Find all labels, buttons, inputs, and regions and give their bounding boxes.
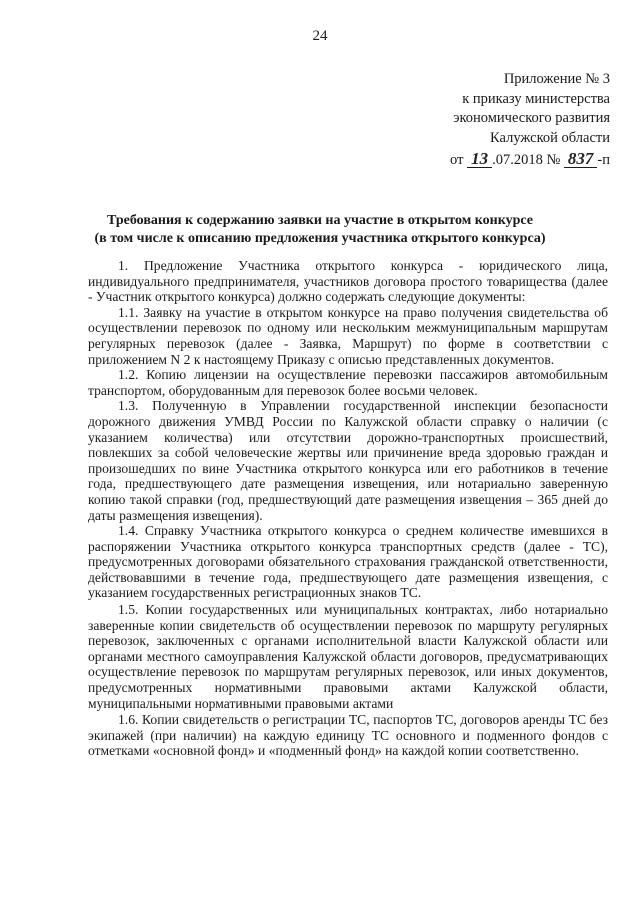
appendix-line: экономического развития — [453, 110, 610, 126]
paragraph: 1. Предложение Участника открытого конкурса - юридического лица, индивидуального предпринимателя, участников договора простого товарищества (далее - Участник открытого конкурса) должно содержать следующие документы: — [88, 258, 608, 305]
appendix-line: к приказу министерства — [462, 90, 610, 107]
order-date-rest: .07.2018 № — [492, 152, 561, 168]
paragraph: 1.6. Копии свидетельств о регистрации ТС, паспортов ТС, договоров аренды ТС без экипажей (при наличии) на каждую единицу ТС основного и подменного фондов с отметками «основной фонд» и «подменный фонд» на каждой копии соответственно. — [88, 712, 608, 759]
paragraph: 1.1. Заявку на участие в открытом конкурсе на право получения свидетельства об осуществлении перевозок по одному или нескольким межмуниципальным маршрутам регулярных перевозок (далее - Заявка, Маршрут) по форме в соответствии с приложением N 2 к настоящему Приказу с описью представленных документов. — [88, 304, 608, 367]
paragraph: 1.5. Копии государственных или муниципальных контрактах, либо нотариально заверенные копии свидетельств об осуществлении перевозок по маршруту регулярных перевозок, заключенных с органами исполнительной власти Калужской области или органами местного самоуправления Калужской области договоров, предусматривающих осуществление перевозок по маршрутам регулярных перевозок, или иных документов, предусмотренных нормативными правовыми актами Калужской области, муниципальными нормативными правовыми актами — [88, 602, 608, 711]
paragraph: 1.3. Полученную в Управлении государственной инспекции безопасности дорожного движения УМВД России по Калужской области справку о наличии (с указанием количества) или отсутствии дорожно-транспортных происшествий, повлекших за собой человеческие жертвы или причинение вреда здоровью граждан и произошедших по вине Участника открытого конкурса или его работников в течение года, предшествующего дате размещения извещения, или нотариально заверенную копию такой справки (год, предшествующий дате размещения извещения – 365 дней до даты размещения извещения). — [88, 398, 608, 523]
order-suffix: -п — [597, 152, 610, 168]
title-line: Требования к содержанию заявки на участие в открытом конкурсе — [107, 213, 533, 228]
paragraph: 1.4. Справку Участника открытого конкурса о среднем количестве имевшихся в распоряжении Участника открытого конкурса транспортных средств (далее - ТС), предусмотренных договорами обязательного страхования гражданской ответственности, действовавшими в течение года, предшествующего дате размещения извещения, с указанием государственных регистрационных знаков ТС. — [88, 523, 608, 601]
title-line: (в том числе к описанию предложения участника открытого конкурса) — [94, 231, 546, 246]
document-title — [0, 212, 640, 248]
order-number-handwritten: 837 — [564, 151, 598, 168]
page-number: 24 — [312, 28, 328, 44]
paragraph: 1.2. Копию лицензии на осуществление перевозки пассажиров автомобильным транспортом, оборудованным для перевозок более восьми человек. — [88, 367, 608, 398]
document-body — [88, 258, 608, 759]
order-date-line — [450, 150, 610, 170]
order-day-handwritten: 13 — [467, 151, 492, 168]
appendix-header — [453, 70, 610, 148]
order-prefix: от — [450, 152, 464, 168]
appendix-line: Калужской области — [490, 129, 610, 146]
appendix-line: Приложение № 3 — [503, 71, 610, 87]
